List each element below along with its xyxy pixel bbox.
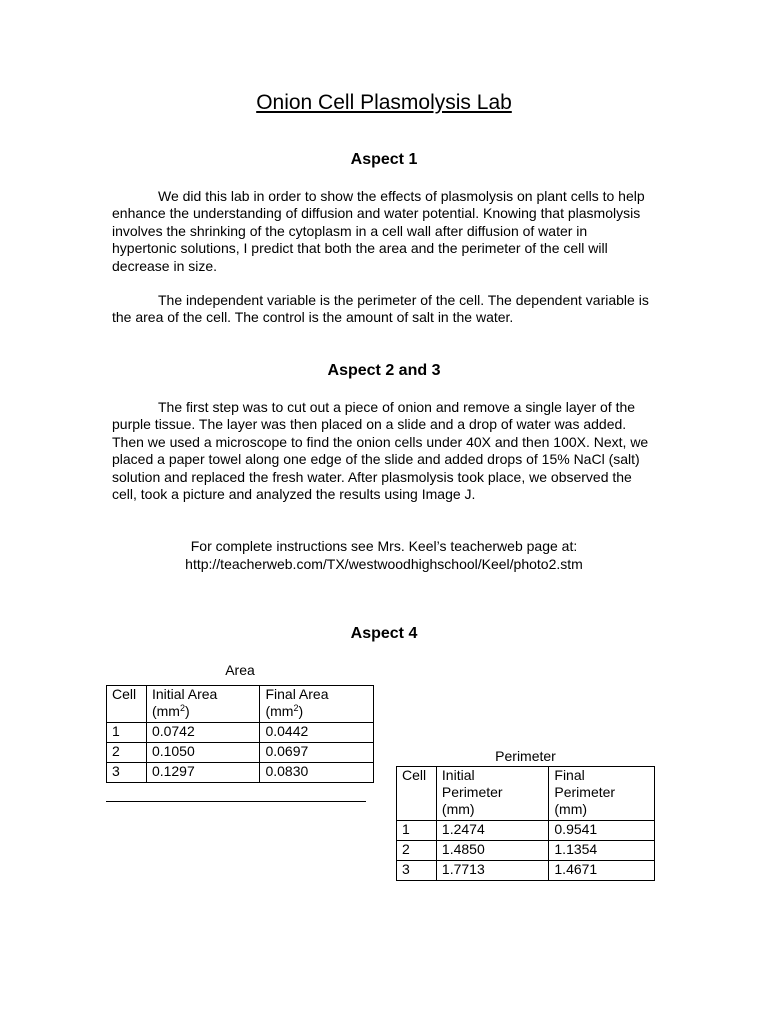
perimeter-header-initial-l3: (mm) [441, 801, 475, 817]
aspect-2-3-paragraph [112, 399, 654, 503]
perimeter-row-1-final: 0.9541 [549, 821, 655, 841]
aspect-1-paragraph-2-text: The independent variable is the perimeter of the cell. The dependent variable is the area of the cell. The control is the amount of salt in the water. [112, 292, 649, 326]
area-row-1-initial: 0.0742 [146, 723, 260, 743]
document-title: Onion Cell Plasmolysis Lab [256, 91, 512, 114]
perimeter-header-cell: Cell [397, 767, 437, 821]
table-row [397, 841, 655, 861]
area-row-3-final: 0.0830 [260, 763, 374, 783]
perimeter-row-1-initial: 1.2474 [436, 821, 548, 841]
area-row-3-initial: 0.1297 [146, 763, 260, 783]
aspect-2-3-heading: Aspect 2 and 3 [327, 362, 441, 379]
perimeter-row-3-initial: 1.7713 [436, 861, 548, 881]
area-header-initial-unit: (mm [151, 703, 180, 719]
table-row [107, 763, 374, 783]
area-header-cell: Cell [107, 686, 147, 723]
area-header-initial-label: Initial Area [151, 686, 218, 702]
perimeter-row-2-cell: 2 [397, 841, 437, 861]
perimeter-row-3-final: 1.4671 [549, 861, 655, 881]
separator-line [106, 801, 366, 802]
area-header-final [260, 686, 374, 723]
area-header-initial-exp: 2 [179, 703, 185, 713]
perimeter-header-final-l1: Final [554, 767, 585, 783]
perimeter-header-initial-l2: Perimeter [441, 784, 503, 800]
perimeter-table [396, 766, 655, 881]
aspect-1-paragraph-1 [112, 188, 654, 275]
table-row [397, 821, 655, 841]
area-row-1-cell: 1 [107, 723, 147, 743]
area-header-final-label: Final Area [265, 686, 329, 702]
table-row [107, 723, 374, 743]
perimeter-table-caption: Perimeter [495, 748, 556, 764]
area-header-final-close: ) [298, 703, 304, 719]
table-row [397, 861, 655, 881]
instructions-url: http://teacherweb.com/TX/westwoodhighschool/Keel/photo2.stm [185, 556, 583, 572]
perimeter-row-1-cell: 1 [397, 821, 437, 841]
perimeter-row-2-initial: 1.4850 [436, 841, 548, 861]
aspect-2-3-paragraph-text: The first step was to cut out a piece of onion and remove a single layer of the purple tissue. The layer was then placed on a slide and a drop of water was added. Then we used a microscope to find the onion cells under 40X and then 100X. Next, we placed a paper towel along one edge of the slide and added drops of 15% NaCl (salt) solution and replaced the fresh water. After plasmolysis took place, we observed the cell, took a picture and analyzed the results using Image J. [112, 399, 649, 503]
aspect-4-heading: Aspect 4 [350, 625, 418, 642]
table-row [107, 743, 374, 763]
area-table-header-row [107, 686, 374, 723]
area-header-final-unit: (mm [265, 703, 294, 719]
area-table-caption: Area [225, 662, 255, 678]
area-row-3-cell: 3 [107, 763, 147, 783]
perimeter-header-initial [436, 767, 548, 821]
aspect-1-paragraph-2 [112, 292, 654, 327]
instructions-line: For complete instructions see Mrs. Keel’s teacherweb page at: [190, 538, 578, 554]
perimeter-table-header-row [397, 767, 655, 821]
perimeter-header-final-l2: Perimeter [554, 784, 616, 800]
area-row-1-final: 0.0442 [260, 723, 374, 743]
perimeter-row-2-final: 1.1354 [549, 841, 655, 861]
area-row-2-final: 0.0697 [260, 743, 374, 763]
aspect-1-heading: Aspect 1 [350, 151, 418, 168]
area-table [106, 685, 374, 783]
area-header-initial [146, 686, 260, 723]
aspect-1-paragraph-1-text: We did this lab in order to show the effects of plasmolysis on plant cells to help enhance the understanding of diffusion and water potential. Knowing that plasmolysis involves the shrinking of the cytoplasm in a cell wall after diffusion of water in hypertonic solutions, I predict that both the area and the perimeter of the cell will decrease in size. [112, 188, 645, 274]
area-row-2-initial: 0.1050 [146, 743, 260, 763]
perimeter-header-initial-l1: Initial [441, 767, 475, 783]
perimeter-header-final [549, 767, 655, 821]
area-row-2-cell: 2 [107, 743, 147, 763]
perimeter-header-final-l3: (mm) [554, 801, 588, 817]
area-header-initial-close: ) [184, 703, 190, 719]
area-header-final-exp: 2 [293, 703, 299, 713]
perimeter-row-3-cell: 3 [397, 861, 437, 881]
